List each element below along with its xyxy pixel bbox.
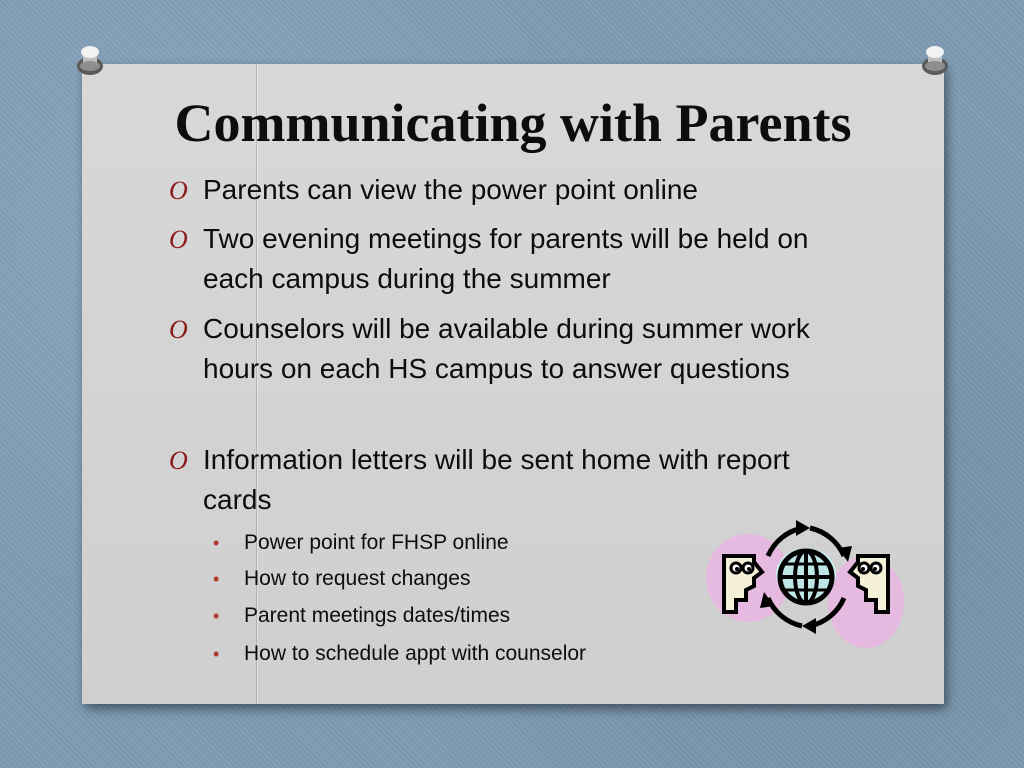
push-pin-icon — [915, 42, 955, 82]
bullet-item — [169, 309, 843, 389]
bullet-item — [169, 219, 843, 299]
bullet-marker: O — [169, 315, 188, 344]
sub-bullet-text: Power point for FHSP online — [244, 531, 509, 554]
bullet-marker: O — [169, 176, 188, 205]
sub-bullet-marker: • — [213, 606, 220, 626]
bullet-text: Information letters will be sent home with report cards — [203, 444, 790, 515]
bullet-item — [169, 170, 843, 210]
bullet-marker: O — [169, 446, 188, 475]
communication-globe-icon — [706, 516, 906, 656]
slide-title: Communicating with Parents — [174, 93, 852, 153]
sub-bullet-marker: • — [213, 644, 220, 664]
bullet-item — [169, 440, 843, 520]
push-pin-icon — [70, 42, 110, 82]
bullet-text: Counselors will be available during summer work hours on each HS campus to answer questions — [203, 313, 810, 384]
bullet-text: Parents can view the power point online — [203, 174, 698, 205]
bullet-marker: O — [169, 225, 188, 254]
sub-bullet-item — [213, 564, 704, 594]
sub-bullet-marker: • — [213, 533, 220, 553]
sub-bullet-item — [213, 601, 704, 631]
sub-bullet-item — [213, 528, 704, 558]
sub-bullet-text: Parent meetings dates/times — [244, 604, 511, 627]
bullet-text: Two evening meetings for parents will be held on each campus during the summer — [203, 223, 809, 294]
sub-bullet-text: How to schedule appt with counselor — [244, 642, 587, 665]
sub-bullet-item — [213, 639, 704, 669]
sub-bullet-text: How to request changes — [244, 567, 471, 590]
sub-bullet-marker: • — [213, 569, 220, 589]
